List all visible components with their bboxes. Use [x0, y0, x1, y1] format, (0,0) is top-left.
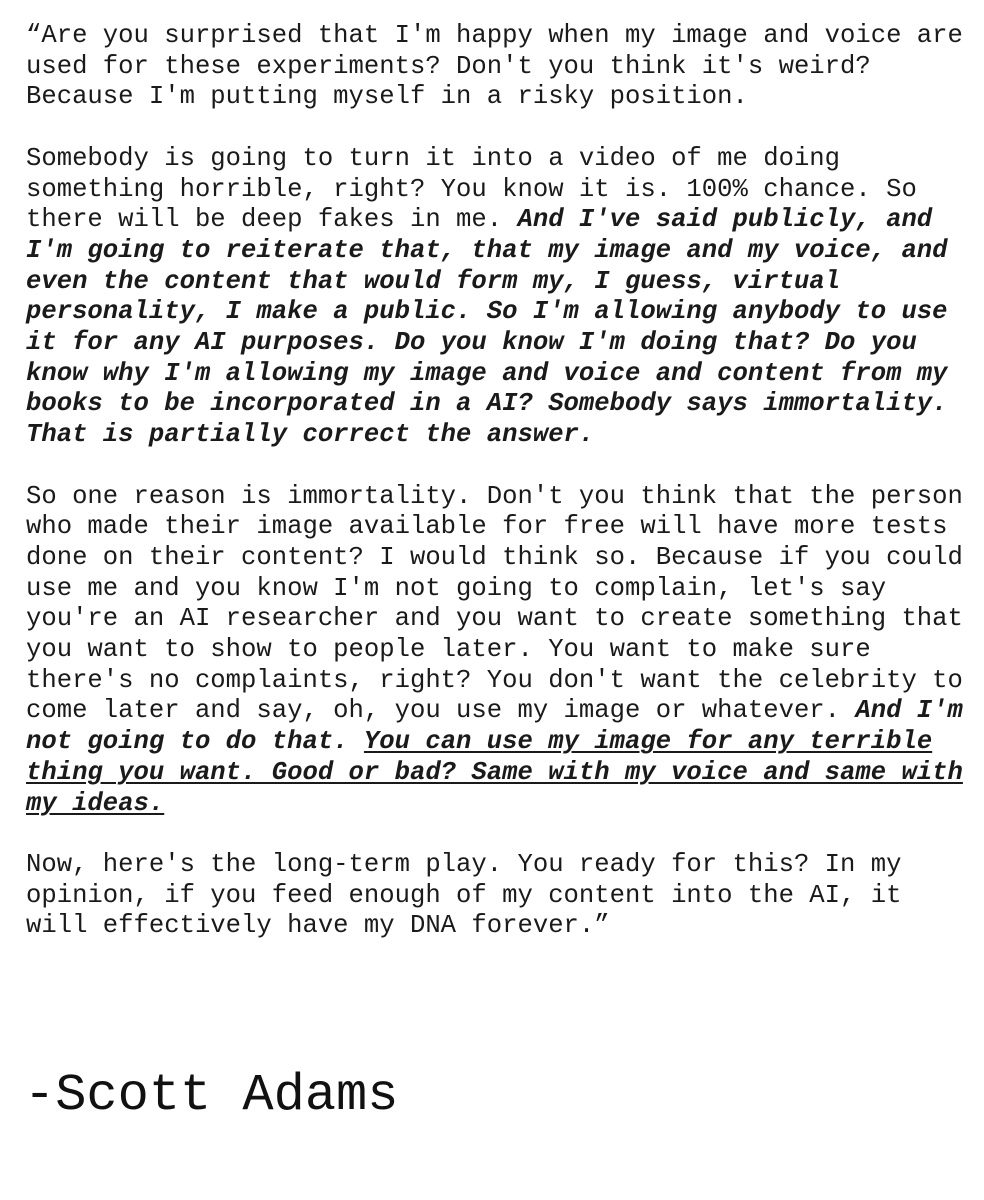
quote-block [26, 21, 966, 973]
quote-paragraph-4 [26, 850, 966, 942]
quote-paragraph-3 [26, 482, 966, 820]
quote-p2-normal-text: Somebody is going to turn it into a video of me doing something horrible, right? You know it is. 100% chance. So there will be deep fakes in me. [26, 143, 917, 235]
quote-paragraph-2 [26, 144, 966, 451]
quote-paragraph-1 [26, 21, 966, 113]
quote-p3-bold-text: And I'm not going to do that. [26, 696, 963, 757]
quote-p3-normal-text: So one reason is immortality. Don't you think that the person who made their image available for free will have more tests done on their content? I would think so. Because if you could use me and you know I'm not going to complain, let's say you're an AI researcher and you want to create something that you want to show to people later. You want to make sure there's no complaints, right? You don't want the celebrity to come later and say, oh, you use my image or whatever. [26, 481, 963, 726]
author-attribution: -Scott Adams [24, 1066, 399, 1125]
quote-p2-bold-text: And I've said publicly, and I'm going to reiterate that, that my image and my voice, and even the content that would form my, I guess, virtual personality, I make a public. So I'm allowing anybody to use it for any AI purposes. Do you know I'm doing that? Do you know why I'm allowing my image and voice and content from my books to be incorporated in a AI? Somebody says immortality. That is partially correct the answer. [26, 205, 948, 450]
quote-p1-text: “Are you surprised that I'm happy when my image and voice are used for these experiments? Don't you think it's weird? Because I'm putting myself in a risky position. [26, 21, 963, 112]
quote-p4-text: Now, here's the long-term play. You ready for this? In my opinion, if you feed enough of my content into the AI, it will effectively have my DNA forever.” [26, 849, 902, 941]
quote-p3-underlined-text: You can use my image for any terrible thing you want. Good or bad? Same with my voice and same with my ideas. [26, 727, 963, 818]
